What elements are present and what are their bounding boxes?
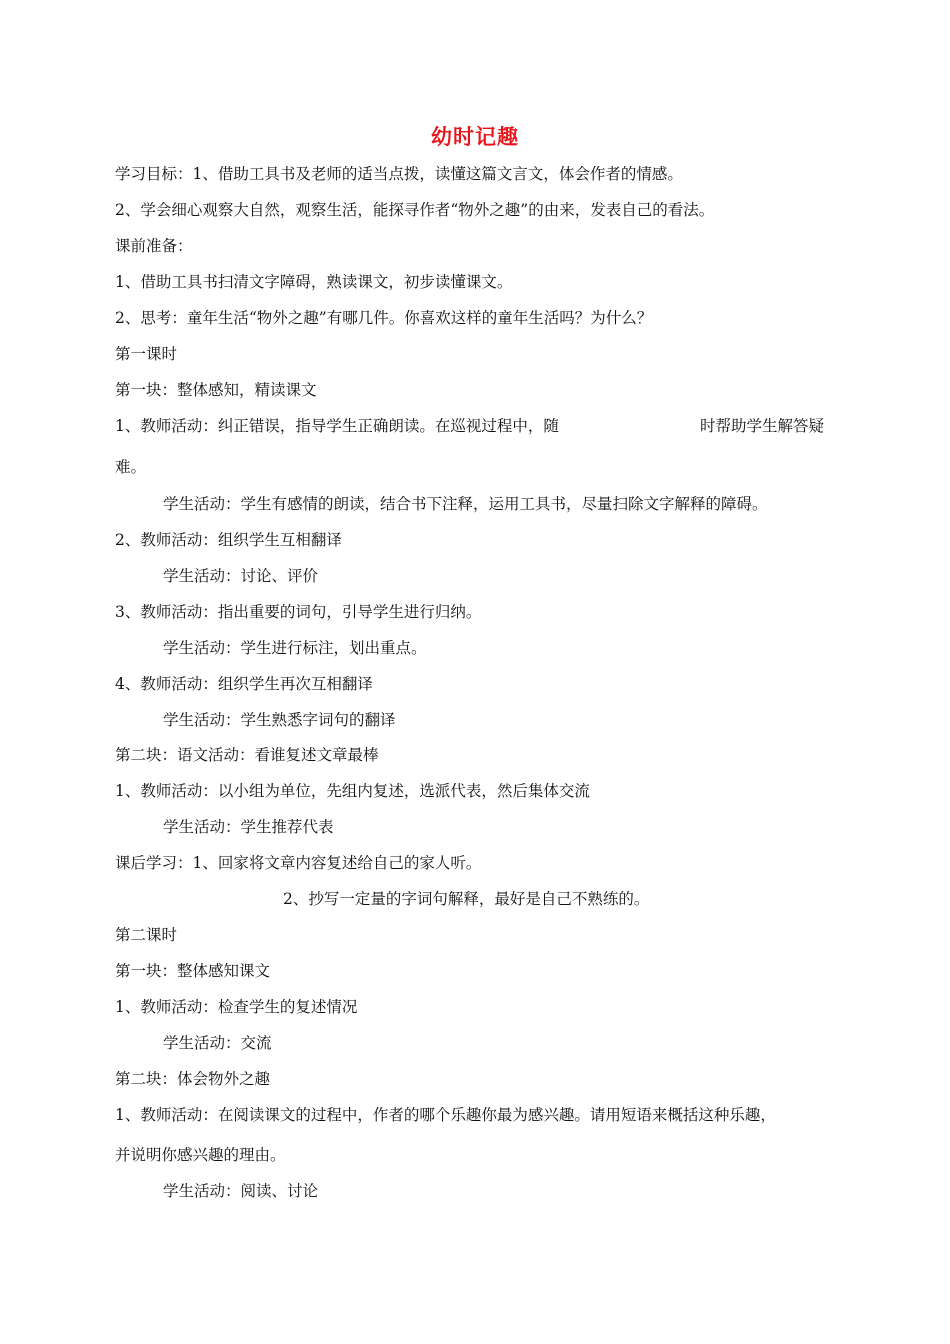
text-line: 2、抄写一定量的字词句解释，最好是自己不熟练的。 <box>283 890 650 908</box>
text-line: 学生活动：学生熟悉字词句的翻译 <box>163 711 396 729</box>
text-line: 1、教师活动：纠正错误，指导学生正确朗读。在巡视过程中，随 <box>115 417 559 435</box>
text-line: 学生活动：讨论、评价 <box>163 567 319 585</box>
text-line: 课前准备： <box>115 237 193 255</box>
text-line: 难。 <box>115 458 147 476</box>
block-heading: 第一块：整体感知，精读课文 <box>115 381 317 399</box>
text-line: 1、教师活动：在阅读课文的过程中，作者的哪个乐趣你最为感兴趣。请用短语来概括这种乐趣， <box>115 1106 776 1124</box>
text-line: 1、借助工具书扫清文字障碍，熟读课文，初步读懂课文。 <box>115 273 513 291</box>
text-line: 1、教师活动：检查学生的复述情况 <box>115 998 358 1016</box>
text-line: 学习目标：1、借助工具书及老师的适当点拨，读懂这篇文言文，体会作者的情感。 <box>115 165 683 183</box>
text-line: 4、教师活动：组织学生再次互相翻译 <box>115 675 373 693</box>
text-line: 学生活动：学生有感情的朗读，结合书下注释，运用工具书，尽量扫除文字解释的障碍。 <box>163 495 768 513</box>
text-line: 学生活动：阅读、讨论 <box>163 1182 319 1200</box>
text-line: 学生活动：交流 <box>163 1034 272 1052</box>
section-heading: 第二课时 <box>115 926 178 944</box>
text-line: 课后学习：1、回家将文章内容复述给自己的家人听。 <box>115 854 482 872</box>
text-line: 3、教师活动：指出重要的词句，引导学生进行归纳。 <box>115 603 482 621</box>
block-heading: 第二块：体会物外之趣 <box>115 1070 271 1088</box>
document-title: 幼时记趣 <box>431 125 519 149</box>
text-line: 2、思考：童年生活“物外之趣”有哪几件。你喜欢这样的童年生活吗？为什么？ <box>115 309 653 327</box>
text-line: 并说明你感兴趣的理由。 <box>115 1146 286 1164</box>
block-heading: 第二块：语文活动：看谁复述文章最棒 <box>115 746 379 764</box>
text-line: 1、教师活动：以小组为单位，先组内复述，选派代表，然后集体交流 <box>115 782 590 800</box>
section-heading: 第一课时 <box>115 345 178 363</box>
text-line-continued: 时帮助学生解答疑 <box>700 417 825 435</box>
text-line: 学生活动：学生进行标注，划出重点。 <box>163 639 427 657</box>
text-line: 2、学会细心观察大自然，观察生活，能探寻作者“物外之趣”的由来，发表自己的看法。 <box>115 201 715 219</box>
text-line: 2、教师活动：组织学生互相翻译 <box>115 531 342 549</box>
block-heading: 第一块：整体感知课文 <box>115 962 271 980</box>
text-line: 学生活动：学生推荐代表 <box>163 818 334 836</box>
